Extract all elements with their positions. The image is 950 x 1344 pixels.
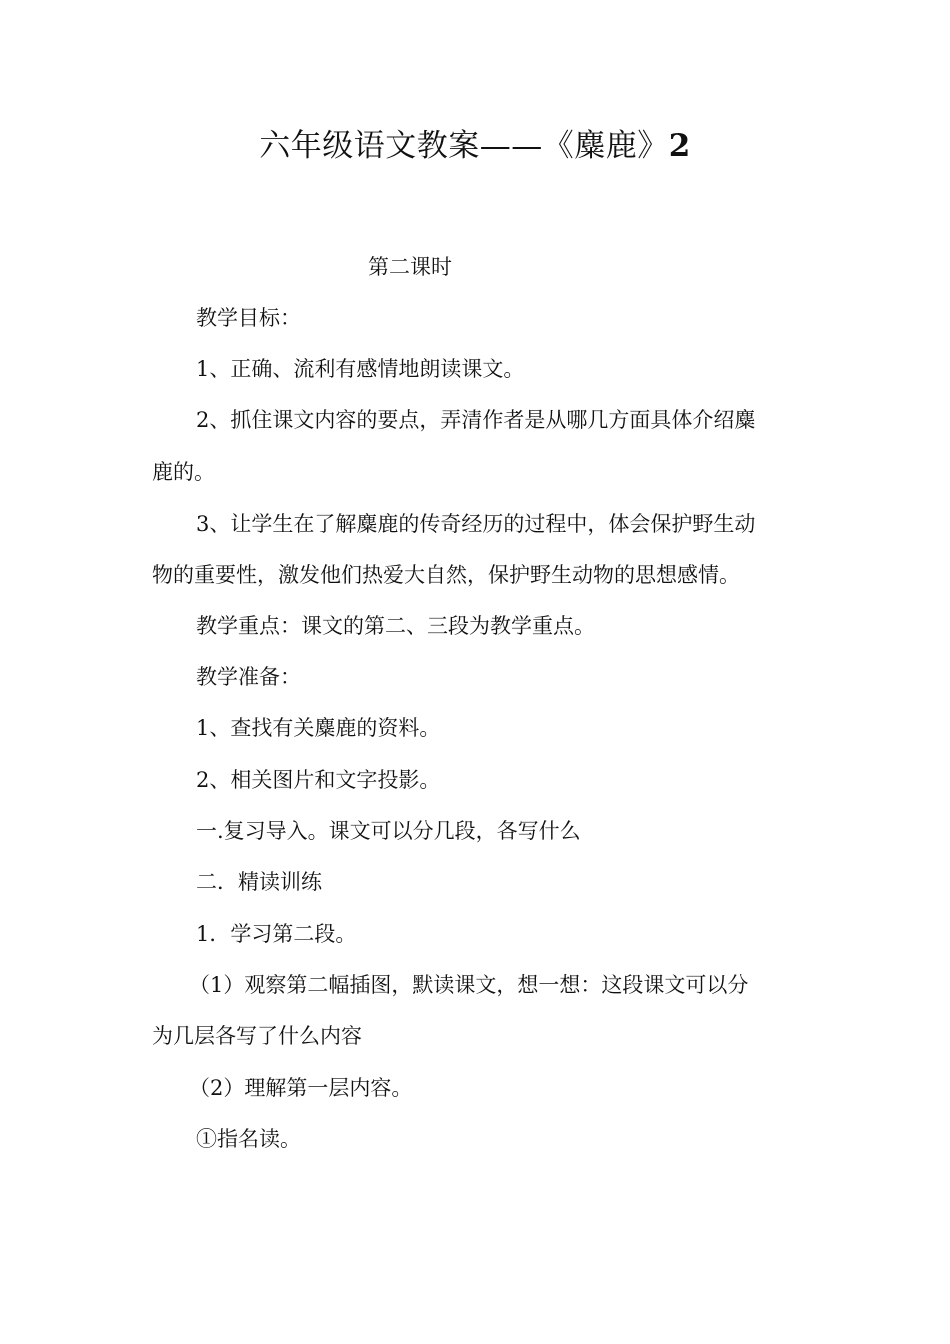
paragraph-line: 3、让学生在了解麋鹿的传奇经历的过程中，体会保护野生动 <box>196 512 756 536</box>
document-title <box>0 124 950 168</box>
paragraph-line: 二．精读训练 <box>196 870 322 894</box>
paragraph-line: 鹿的。 <box>152 460 215 484</box>
lesson-period-subtitle: 第二课时 <box>368 255 452 279</box>
title-number: 2 <box>668 128 691 164</box>
paragraph-line: 物的重要性，激发他们热爱大自然，保护野生动物的思想感情。 <box>152 563 740 587</box>
paragraph-line: 为几层各写了什么内容 <box>152 1024 362 1048</box>
title-main-text: 六年级语文教案——《麋鹿》 <box>259 128 669 164</box>
paragraph-line: （2）理解第一层内容。 <box>189 1076 413 1100</box>
paragraph-line: 2、相关图片和文字投影。 <box>196 768 441 792</box>
paragraph-line: 1、查找有关麋鹿的资料。 <box>196 716 441 740</box>
paragraph-line: 2、抓住课文内容的要点，弄清作者是从哪几方面具体介绍麋 <box>196 408 756 432</box>
paragraph-line: 教学重点：课文的第二、三段为教学重点。 <box>196 614 595 638</box>
paragraph-line: 教学目标： <box>196 306 301 330</box>
paragraph-line: 1、正确、流利有感情地朗读课文。 <box>196 357 525 381</box>
paragraph-line: ①指名读。 <box>196 1127 301 1151</box>
paragraph-line: 1．学习第二段。 <box>196 922 357 946</box>
paragraph-line: 教学准备： <box>196 665 301 689</box>
paragraph-line: 一.复习导入。课文可以分几段，各写什么 <box>196 819 581 843</box>
paragraph-line: （1）观察第二幅插图，默读课文，想一想：这段课文可以分 <box>189 973 749 997</box>
